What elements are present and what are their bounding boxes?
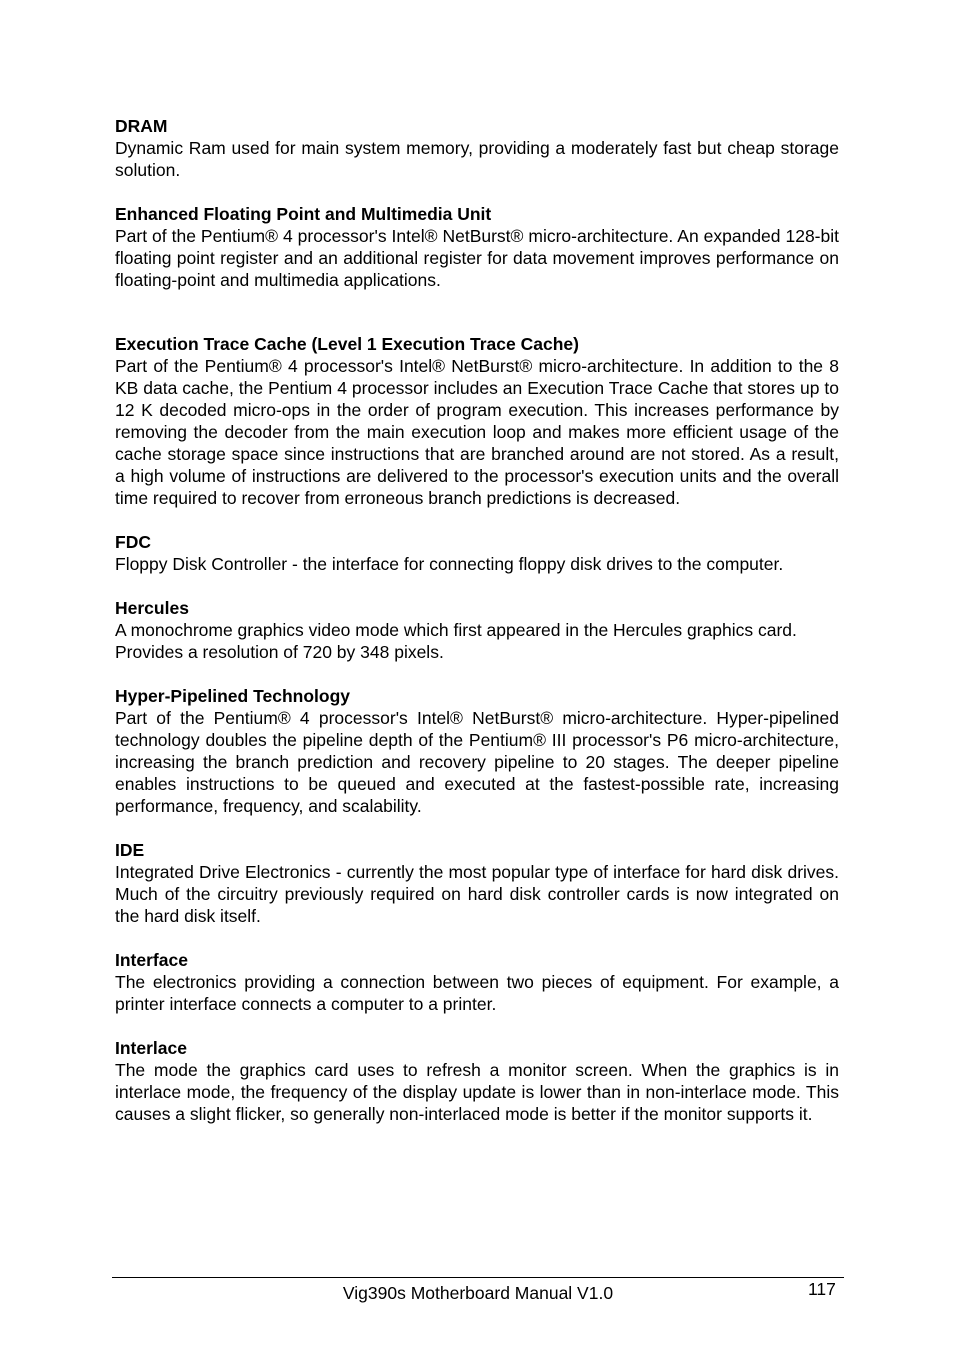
glossary-term: DRAM	[115, 116, 168, 136]
glossary-description: Dynamic Ram used for main system memory, providing a moderately fast but cheap storage solution.	[115, 138, 839, 180]
glossary-entry-interface	[115, 949, 839, 1015]
footer-title: Vig390s Motherboard Manual V1.0	[342, 1283, 614, 1303]
glossary-entry-interlace	[115, 1037, 839, 1125]
glossary-description: Floppy Disk Controller - the interface for connecting floppy disk drives to the computer.	[115, 554, 784, 574]
glossary-entry-enhanced-floating-point	[115, 203, 839, 291]
footer-divider	[112, 1277, 844, 1278]
glossary-entry-ide	[115, 839, 839, 927]
glossary-entry-fdc	[115, 531, 839, 575]
glossary-entry-hyper-pipelined	[115, 685, 839, 817]
page-number: 117	[808, 1279, 836, 1299]
glossary-description: Integrated Drive Electronics - currently the most popular type of interface for hard disk drives. Much of the circuitry previously required on hard disk controller cards is now integrated on the hard disk itself.	[115, 862, 839, 926]
glossary-entry-execution-trace-cache	[115, 333, 839, 509]
glossary-term: Execution Trace Cache (Level 1 Execution Trace Cache)	[115, 334, 579, 354]
glossary-term: Hyper-Pipelined Technology	[115, 686, 350, 706]
glossary-content	[115, 115, 839, 1125]
glossary-description: The electronics providing a connection between two pieces of equipment. For example, a printer interface connects a computer to a printer.	[115, 972, 839, 1014]
glossary-description: Part of the Pentium® 4 processor's Intel® NetBurst® micro-architecture. An expanded 128-bit floating point register and an additional register for data movement improves performance on floating-point and multimedia applications.	[115, 226, 839, 290]
glossary-term: Hercules	[115, 598, 189, 618]
glossary-term: Enhanced Floating Point and Multimedia Unit	[115, 204, 492, 224]
glossary-description: Part of the Pentium® 4 processor's Intel® NetBurst® micro-architecture. Hyper-pipelined technology doubles the pipeline depth of the Pentium® III processor's P6 micro-architecture, increasing the branch prediction and recovery pipeline to 20 stages. The deeper pipeline enables instructions to be queued and executed at the fastest-possible rate, increasing performance, frequency, and scalability.	[115, 708, 839, 816]
glossary-term: Interlace	[115, 1038, 187, 1058]
glossary-description: Part of the Pentium® 4 processor's Intel® NetBurst® micro-architecture. In addition to the 8 KB data cache, the Pentium 4 processor includes an Execution Trace Cache that stores up to 12 K decoded micro-ops in the order of program execution. This increases performance by removing the decoder from the main execution loop and makes more efficient usage of the cache storage space since instructions that are branched around are not stored. As a result, a high volume of instructions are delivered to the processor's execution units and the overall time required to recover from erroneous branch predictions is decreased.	[115, 356, 839, 508]
glossary-term: Interface	[115, 950, 188, 970]
glossary-term: FDC	[115, 532, 151, 552]
glossary-term: IDE	[115, 840, 145, 860]
glossary-description: The mode the graphics card uses to refresh a monitor screen. When the graphics is in interlace mode, the frequency of the display update is lower than in non-interlace mode. This causes a slight flicker, so generally non-interlaced mode is better if the monitor supports it.	[115, 1060, 839, 1124]
glossary-description: A monochrome graphics video mode which first appeared in the Hercules graphics card. Provides a resolution of 720 by 348 pixels.	[115, 620, 797, 662]
glossary-entry-dram	[115, 115, 839, 181]
glossary-entry-hercules	[115, 597, 839, 663]
